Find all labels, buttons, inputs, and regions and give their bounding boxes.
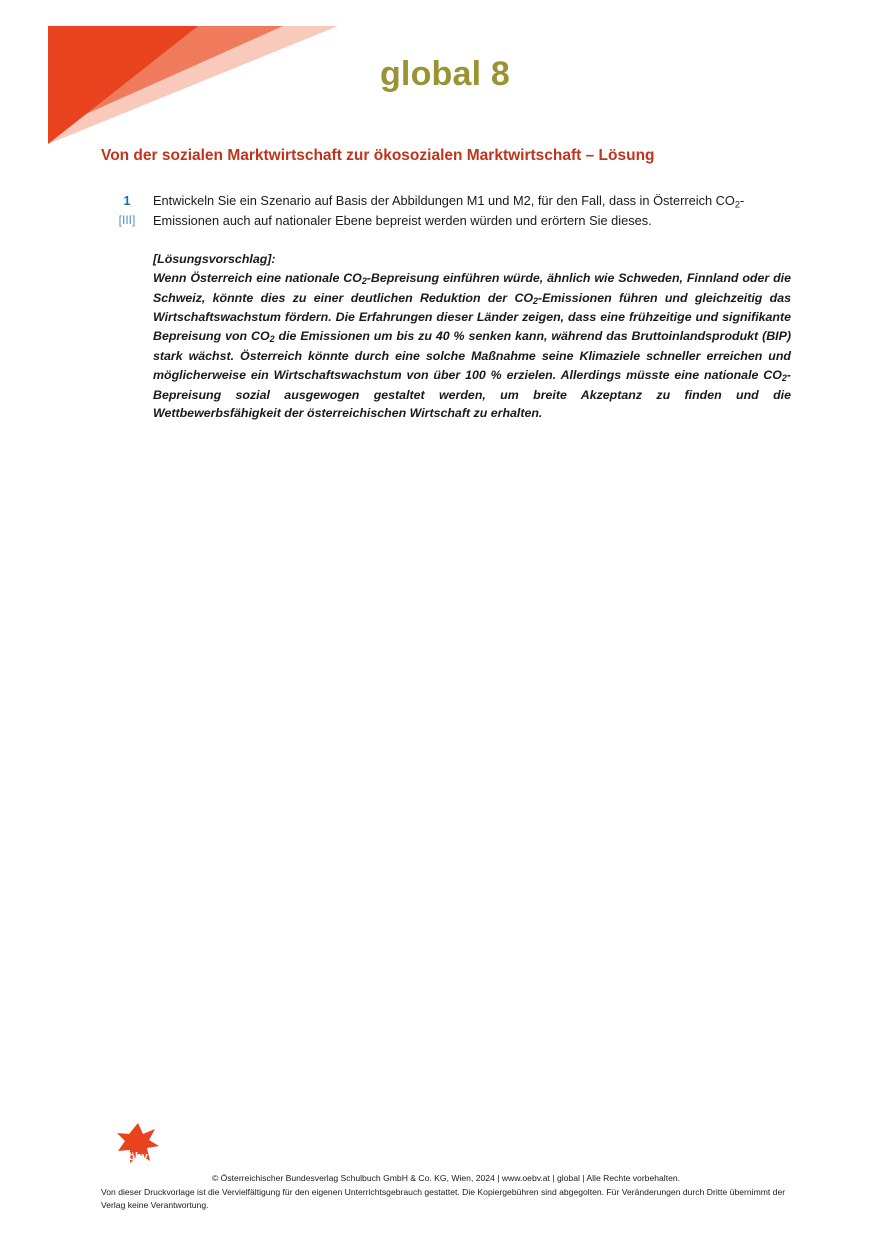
task-row <box>101 192 791 230</box>
solution-sub-4: 2 <box>781 373 787 384</box>
solution-sub-1: 2 <box>361 276 367 287</box>
task-text-part1: Entwickeln Sie ein Szenario auf Basis der Abbildungen M1 und M2, für den Fall, dass in Österreich CO <box>153 193 735 208</box>
solution-sub-3: 2 <box>269 334 275 345</box>
document-subtitle: Von der sozialen Marktwirtschaft zur ökosozialen Marktwirtschaft – Lösung <box>101 147 655 164</box>
solution-text <box>153 250 791 423</box>
footer-copyright: © Österreichischer Bundesverlag Schulbuch GmbH & Co. KG, Wien, 2024 | www.oebv.at | global | Alle Rechte vorbehalten. <box>211 1173 681 1183</box>
page-title: global 8 <box>379 55 511 93</box>
task-number-column <box>101 192 153 230</box>
solution-seg-4: die Emissionen um bis zu 40 % senken kann, während das Bruttoinlandsprodukt (BIP) stark wächst. Österreich könnte durch eine solche Maßnahme seine Klimaziele schneller erreichen und möglicherweise ein Wirtschaftswachstum von über 100 % erzielen. Allerdings müsste eine nationale CO <box>153 329 791 382</box>
solution-seg-5: -Bepreisung sozial ausgewogen gestaltet werden, um breite Akzeptanz zu finden und die Wettbewerbsfähigkeit der österreichischen Wirtschaft zu erhalten. <box>153 367 791 421</box>
task-text-subscript: 2 <box>734 199 740 210</box>
task-text <box>153 192 791 230</box>
solution-lead: [Lösungsvorschlag]: <box>153 252 276 266</box>
solution-seg-1: Wenn Österreich eine nationale CO <box>153 270 362 285</box>
solution-sub-2: 2 <box>533 295 538 306</box>
footer <box>101 1172 791 1212</box>
task-block <box>101 192 791 230</box>
task-number: 1 <box>123 194 131 208</box>
footer-notice: Von dieser Druckvorlage ist die Vervielfältigung für den eigenen Unterrichtsgebrauch gestattet. Die Kopiergebühren sind abgegolten. Für Veränderungen durch Dritte übernimmt der Verlag keine Verantwortung. <box>101 1186 786 1210</box>
solution-seg-2: -Bepreisung einführen würde, ähnlich wie Schweden, Finnland oder die Schweiz, könnte dies zu einer deutlichen Reduktion der CO <box>153 270 791 305</box>
solution-seg-3: -Emissionen führen und gleichzeitig das Wirtschaftswachstum fördern. Die Erfahrungen dieser Länder zeigen, dass eine frühzeitige und signifikante Bepreisung von CO <box>153 290 791 344</box>
task-text-part2: -Emissionen auch auf nationaler Ebene bepreist werden würden und erörtern Sie dieses. <box>153 193 745 228</box>
svg-text:öbv: öbv <box>128 1151 148 1163</box>
oebv-logo <box>116 1122 160 1166</box>
task-level-badge: [III] <box>118 213 136 228</box>
